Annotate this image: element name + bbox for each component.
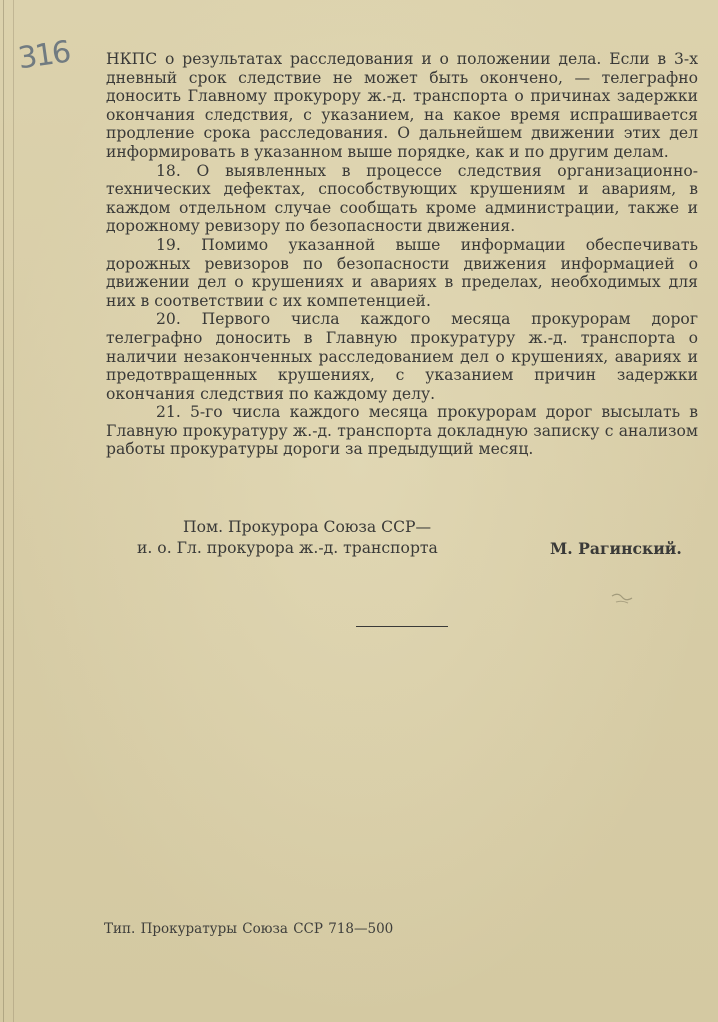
handwritten-folio-number: 316 xyxy=(15,34,72,77)
paragraph-19: 19. Помимо указанной выше информации обеспечивать дорожных ревизоров по безопасности движения информацией о движении дел о крушениях и авариях в пределах, необходимых для них в соответствии с их компетенцией. xyxy=(106,235,698,310)
horizontal-divider xyxy=(356,626,448,627)
paragraph-18: 18. О выявленных в процессе следствия организационно-технических дефектах, способствующих крушениям и авариям, в каждом отдельном случае сообщать кроме администрации, также и дорожному ревизору по безопасности движения. xyxy=(106,161,698,236)
paragraph-21: 21. 5-го числа каждого месяца прокурорам дорог высылать в Главную прокуратуру ж.-д. транспорта докладную записку с анализом работы прокуратуры дороги за предыдущий месяц. xyxy=(106,403,698,459)
signature-title-line2: и. о. Гл. прокурора ж.-д. транспорта xyxy=(137,539,438,557)
signature-title-line1: Пом. Прокурора Союза ССР— xyxy=(183,518,432,536)
printer-imprint: Тип. Прокуратуры Союза ССР 718—500 xyxy=(104,921,394,937)
ink-smudge-mark xyxy=(608,590,638,608)
page-edge-line xyxy=(3,0,4,1022)
signatory-name: М. Рагинский. xyxy=(550,539,682,558)
paragraph-20: 20. Первого числа каждого месяца прокурорам дорог телеграфно доносить в Главную прокуратуру ж.-д. транспорта о наличии незаконченных расследованием дел о крушениях, авариях и предотвращенных крушениях, с указанием причин задержки окончания следствия по каждому делу. xyxy=(106,310,698,403)
page-edge-line xyxy=(13,0,14,1022)
paragraph-continuation: НКПС о результатах расследования и о положении дела. Если в 3-х дневный срок следствие не может быть окончено, — телеграфно доносить Главному прокурору ж.-д. транспорта о причинах задержки окончания следствия, с указанием, на какое время испрашивается продление срока расследования. О дальнейшем движении этих дел информировать в указанном выше порядке, как и по другим делам. xyxy=(106,50,698,161)
document-body xyxy=(106,50,698,459)
